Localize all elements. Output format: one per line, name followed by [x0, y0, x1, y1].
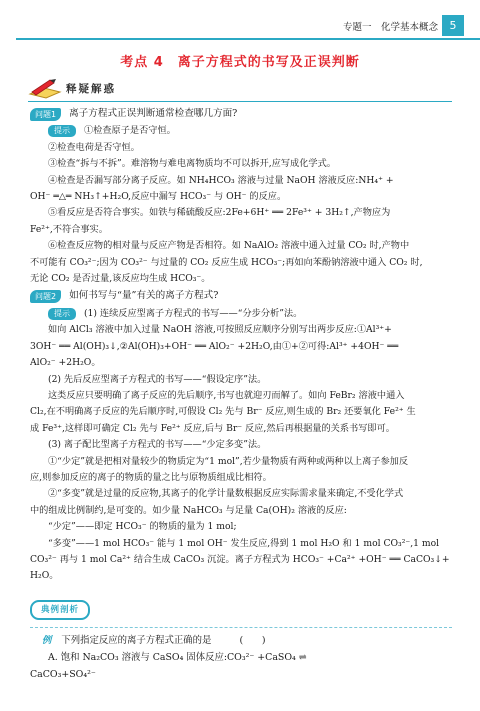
answer-2-line: 3OH⁻ ══ Al(OH)₃↓,②Al(OH)₃+OH⁻ ══ AlO₂⁻ +2H₂O,由①+②可得:Al³⁺ +4OH⁻ ══	[30, 340, 399, 352]
hint-badge: 提示	[48, 308, 76, 320]
answer-2-line: 成 Fe³⁺,这样即可确定 Cl₂ 先与 Fe²⁺ 反应,后与 Br⁻ 反应,然后再根据量的关系书写即可。	[30, 422, 395, 434]
main-content	[30, 105, 454, 585]
answer-1-line: 不可能有 CO₃²⁻;因为 CO₃²⁻ 与过量的 CO₂ 反应生成 HCO₃⁻;再如向苯酚钠溶液中通入 CO₂ 时,	[30, 256, 423, 268]
answer-1-line: Fe²⁺,不符合事实。	[30, 223, 108, 235]
pencil-book-icon	[28, 76, 62, 100]
section-title: 释疑解惑	[66, 82, 116, 95]
answer-1-line: 提示 ①检查原子是否守恒。	[30, 123, 454, 139]
answer-2-line: 中的组成比例制约,是可变的。如少量 NaHCO₃ 与足量 Ca(OH)₂ 溶液的反应:	[30, 504, 347, 516]
hint-badge: 提示	[48, 125, 76, 137]
example-divider	[30, 627, 452, 629]
option-a: A. 饱和 Na₂CO₃ 溶液与 CaSO₄ 固体反应:CO₃²⁻ +CaSO₄ ⇌	[48, 652, 307, 663]
example-section-heading	[30, 600, 90, 620]
answer-2-line: Cl₂,在不明确离子反应的先后顺序时,可假设 Cl₂ 先与 Br⁻ 反应,则生成的 Br₂ 还要氧化 Fe²⁺ 生	[30, 406, 416, 418]
answer-2-line: (2) 先后反应型离子方程式的书写——“假设定序”法。	[48, 373, 267, 385]
question-2-row	[30, 288, 454, 304]
answer-2-line: 应,则参加反应的离子的物质的量之比与原物质组成比相符。	[30, 471, 272, 483]
option-a-continued: CaCO₃+SO₄²⁻	[30, 669, 96, 680]
answer-2-line: (3) 离子配比型离子方程式的书写——“少定多变”法。	[48, 439, 267, 451]
answer-2-line: ①“少定”就是把相对量较少的物质定为“1 mol”,若少量物质有两种或两种以上离子参加反	[48, 455, 409, 467]
example-block	[30, 632, 454, 683]
question-1-row	[30, 106, 454, 122]
question-1-badge: 问题1	[30, 108, 61, 121]
answer-2-line: 如向 AlCl₃ 溶液中加入过量 NaOH 溶液,可按照反应顺序分别写出两步反应:①Al³⁺+	[48, 324, 392, 336]
answer-2-line: ②“多变”就是过量的反应物,其离子的化学计量数根据反应实际需求量来确定,不受化学式	[48, 488, 404, 500]
answer-2-line: “少定”——即定 HCO₃⁻ 的物质的量为 1 mol;	[48, 521, 237, 533]
question-2-badge: 问题2	[30, 290, 61, 303]
answer-1-line: ⑥检查反应物的相对量与反应产物是否相符。如 NaAlO₂ 溶液中通入过量 CO₂ 时,产物中	[48, 240, 410, 252]
answer-2-line: CO₃²⁻ 再与 1 mol Ca²⁺ 结合生成 CaCO₃ 沉淀。离子方程式为 HCO₃⁻ +Ca²⁺ +OH⁻ ══ CaCO₃↓+	[30, 553, 450, 565]
running-header: 专题一 化学基本概念	[342, 22, 438, 33]
question-2-text: 如何书写与“量”有关的离子方程式?	[69, 290, 219, 302]
answer-2-line: 这类反应只要明确了离子反应的先后顺序,书写也就迎刃而解了。如向 FeBr₂ 溶液中通入	[48, 389, 405, 401]
page-number: 5	[442, 15, 464, 36]
answer-2-line: “多变”——1 mol HCO₃⁻ 能与 1 mol OH⁻ 发生反应,得到 1 mol H₂O 和 1 mol CO₃²⁻,1 mol	[48, 537, 440, 549]
answer-1-line: OH⁻ ═△═ NH₃↑+H₂O,反应中漏写 HCO₃⁻ 与 OH⁻ 的反应。	[30, 191, 287, 203]
answer-1-line: ④检查是否漏写部分离子反应。如 NH₄HCO₃ 溶液与过量 NaOH 溶液反应:NH₄⁺ +	[48, 174, 394, 186]
section-rule	[28, 101, 452, 102]
answer-1-line: ⑤看反应是否符合事实。如铁与稀硫酸反应:2Fe+6H⁺ ══ 2Fe³⁺ + 3H₂↑,产物应为	[48, 207, 391, 219]
answer-2-line: 提示 (1) 连续反应型离子方程式的书写——“分步分析”法。	[30, 306, 454, 322]
example-section-title: 典例剖析	[30, 600, 90, 620]
answer-1-line: ②检查电荷是否守恒。	[48, 141, 140, 153]
answer-1-line: 无论 CO₂ 是否过量,该反应均生成 HCO₃⁻。	[30, 273, 211, 285]
answer-1-line: ③检查“拆与不拆”。难溶物与难电离物质均不可以拆开,应写成化学式。	[48, 158, 336, 170]
example-question: 例 下列指定反应的离子方程式正确的是 ( )	[42, 635, 266, 646]
answer-2-line: AlO₂⁻ +2H₂O。	[30, 357, 101, 369]
example-label: 例	[42, 635, 52, 646]
page-title: 考点 4 离子方程式的书写及正误判断	[120, 55, 360, 70]
question-1-text: 离子方程式正误判断通常检查哪几方面?	[69, 108, 238, 119]
answer-2-line: H₂O。	[30, 570, 59, 582]
header-rule	[16, 38, 480, 40]
section-heading	[28, 76, 116, 100]
